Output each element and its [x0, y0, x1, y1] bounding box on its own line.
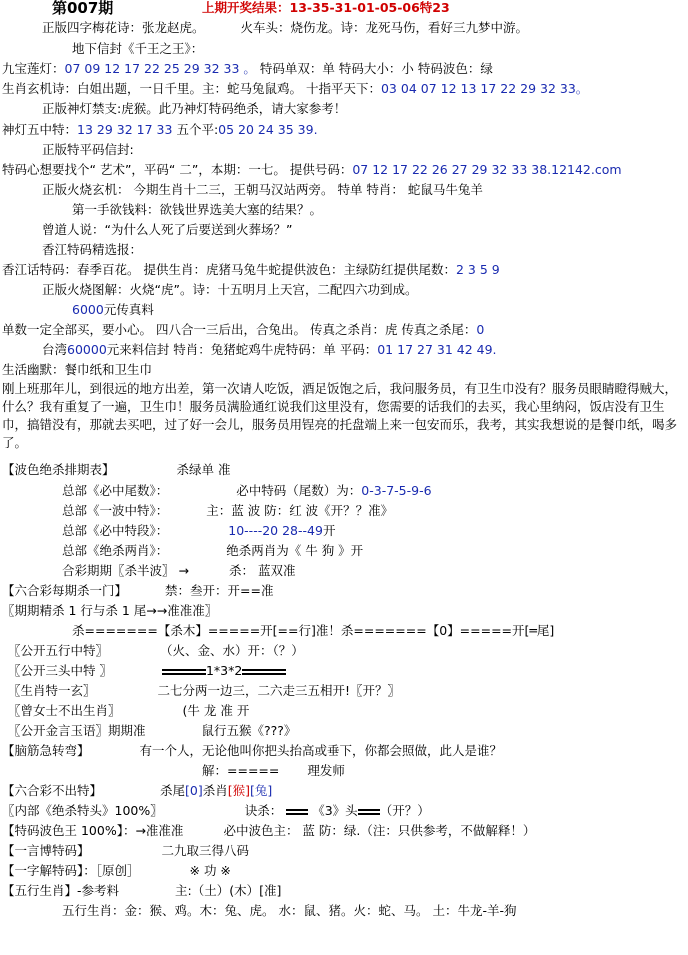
wave-table-line: 【波色绝杀排期表】 杀绿单 准: [2, 462, 231, 477]
lamp-ban-line: 正版神灯禁支:虎猴。此乃神灯特码绝杀，请大家参考！: [42, 101, 347, 116]
special-code-line: 特码心想要找个“ 艺术”，平码“ 二”，本期：一七。 提供号码：07 12 17 22 26 27 29 32 33 38.12142.com: [2, 162, 622, 177]
underground-envelope: 地下信封《千王之王》：: [72, 41, 204, 56]
hk-report-line: 香江特码精选报：: [42, 242, 143, 257]
one-gate-line: 【六合彩每期杀一门】 禁：叁开：开==准: [2, 583, 274, 598]
one-char-line: 【一字解特码】：［原创］ ※ 功 ※: [2, 863, 231, 878]
five-zodiac-detail: 五行生肖：金：猴、鸡。木：兔、虎。 水：鼠、猪。火：蛇、马。 土：牛龙-羊-狗: [62, 903, 517, 918]
brain-teaser-line: 【脑筋急转弯】 有一个人，无论他叫你把头抬高或垂下，你都会照做，此人是谁？: [2, 743, 503, 758]
last-result: 上期开奖结果：13-35-31-01-05-06特23: [202, 0, 450, 15]
golden-words-line: 〖公开金言玉语〗期期准 鼠行五猴《???》: [8, 723, 297, 738]
answer-line: 解：===== 理发师: [202, 763, 345, 778]
taoist-said-line: 曾道人说：“为什么人死了后要送到火葬场？”: [42, 222, 293, 237]
no-special-line: 【六合彩不出特】 杀尾[0]杀肖[猴][兔]: [2, 783, 273, 798]
fire-riddle-line: 正版火烧玄机： 今期生肖十二三，王朝马汉站两旁。 特单 特肖： 蛇鼠马牛兔羊: [42, 182, 483, 197]
lotus-lamp-line: 九宝莲灯：07 09 12 17 22 25 29 32 33 。 特码单双：单 特码大小：小 特码波色：绿: [2, 61, 493, 76]
kill-line-detail: 杀=======【杀木】=====开[==行]准！杀=======【0】=====开[═尾]: [72, 623, 555, 638]
three-head-line: 〖公开三头中特 〗 1*3*2: [8, 663, 286, 679]
zodiac-mystery-line: 〖生肖特一玄〗 二七分两一边三，二六走三五相开!〖开？〗: [8, 683, 401, 698]
five-zodiac-title: 【五行生肖】-参考料 主:（土）(木）[准]: [2, 883, 282, 898]
plum-poem-line: 正版四字梅花诗：张龙赵虎。 火车头：烧伤龙。诗：龙死马伤，看好三九梦中游。: [42, 20, 529, 35]
issue-title: 第007期: [52, 0, 114, 17]
single-number-line: 单数一定全部买，要小心。 四八合一三后出，合兔出。 传真之杀肖：虎 传真之杀尾：0: [2, 322, 485, 337]
tail-number-line: 总部《必中尾数》： 必中特码（尾数）为：0-3-7-5-9-6: [62, 483, 432, 498]
half-wave-line: 合彩期期〖杀半波〗 → 杀： 蓝双准: [62, 563, 296, 578]
taiwan-envelope-line: 台湾60000元来料信封 特肖：兔猪蛇鸡牛虎特码：单 平码：01 17 27 31 42 49.: [42, 342, 497, 357]
humor-title: 生活幽默：餐巾纸和卫生巾: [2, 362, 153, 377]
segment-line: 总部《必中特段》： 10----20 28--49开: [62, 523, 336, 538]
flat-code-envelope: 正版特平码信封:: [42, 142, 134, 157]
one-word-line: 【一言博特码】 二九取三得八码: [2, 843, 250, 858]
first-hand-line: 第一手欲钱料：欲钱世界选美大塞的结果？。: [72, 202, 323, 217]
humor-paragraph: 刚上班那年儿，到很远的地方出差，第一次请人吃饭，酒足饭饱之后，我问服务员，有卫生巾没有？服务员眼睛瞪得贼大，什么？我有重复了一遍，卫生巾！服务员满脸通红说我们这里没有，您需要的话我们的去买，我心里纳闷，饭店没有卫生巾，搞错没有，那就去买吧，过了好一会儿，服务员用锃亮的托盘端上来一包安而乐，我考，其实我想说的是餐巾纸，喝多了。: [2, 381, 678, 450]
fax-material-line: 6000元传真料: [72, 302, 154, 317]
fire-diagram-line: 正版火烧图解：火烧“虎”。诗：十五明月上天宫，二配四六功到成。: [42, 282, 418, 297]
hk-words-line: 香江话特码：春季百花。 提供生肖：虎猪马兔牛蛇提供波色：主绿防红提供尾数：2 3 5 9: [2, 262, 500, 277]
lamp-five-line: 神灯五中特：13 29 32 17 33 五个平:05 20 24 35 39.: [2, 122, 318, 137]
five-elements-line: 〖公开五行中特〗 （火、金、水）开：（？）: [8, 643, 304, 658]
kill-line-title: 〖期期精杀 1 行与杀 1 尾→→准准准〗: [2, 603, 218, 618]
one-wave-line: 总部《一波中特》： 主：蓝 波 防：红 波《开？？准》: [62, 503, 394, 518]
wave-king-line: 【特码波色王 100%】：→准准准 必中波色主： 蓝 防：绿.（注：只供参考，不做解释！）: [2, 823, 536, 838]
two-zodiac-line: 总部《绝杀两肖》： 绝杀两肖为《 牛 狗 》开: [62, 543, 364, 558]
bars-icon: [162, 667, 184, 677]
zodiac-riddle-line: 生肖玄机诗：白姐出题，一日千里。主：蛇马兔鼠鸡。 十指平天下：03 04 07 12 13 17 22 29 32 33。: [2, 81, 589, 96]
inner-kill-line: 〖内部《绝杀特头》100%〗 诀杀： 《3》头 （开？）: [2, 803, 430, 818]
madam-zeng-line: 〖曾女士不出生肖〗 (牛 龙 准 开: [8, 703, 250, 718]
